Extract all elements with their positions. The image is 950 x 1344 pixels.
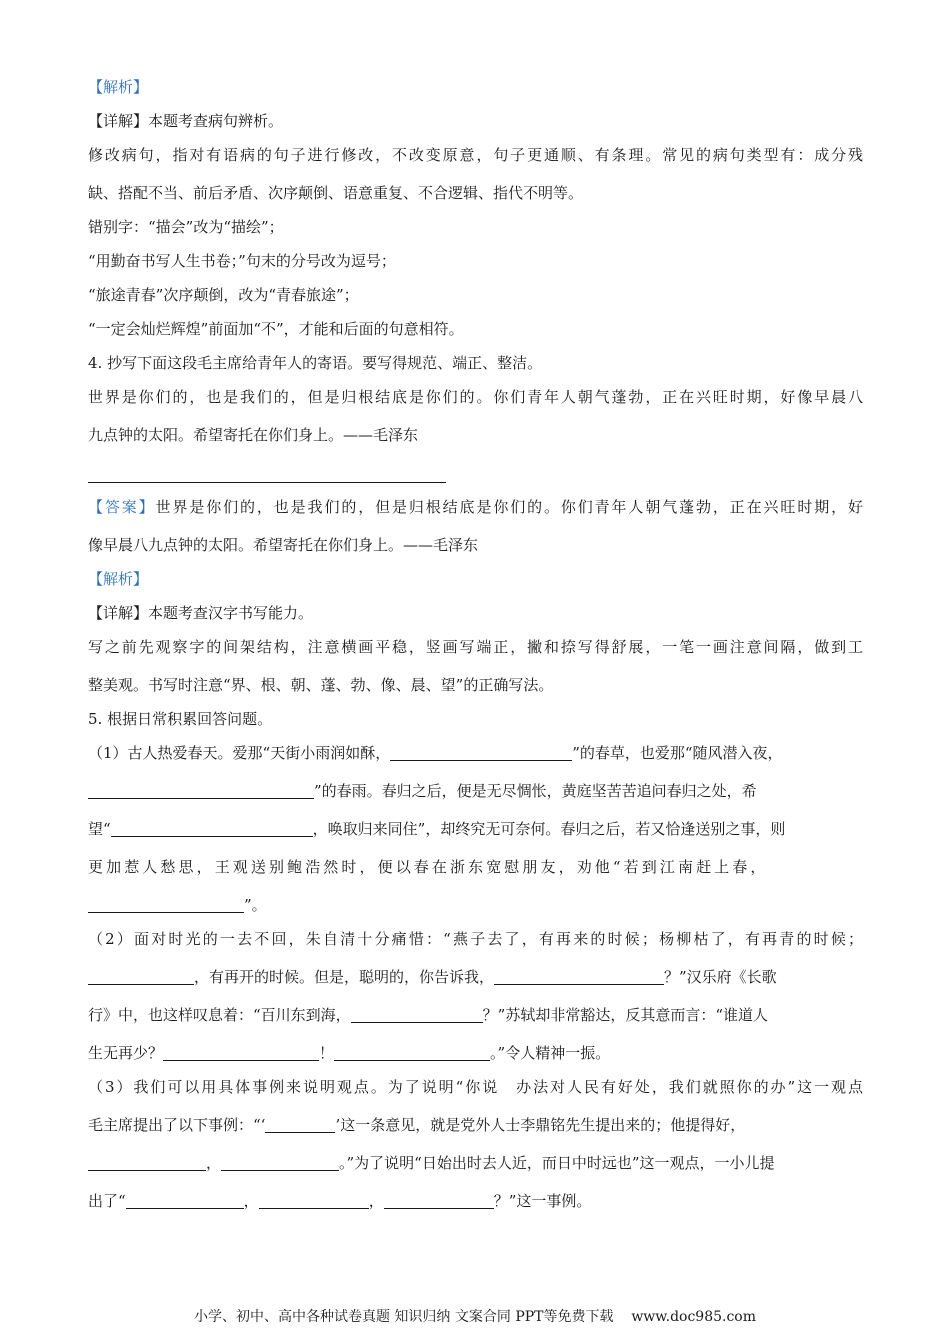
q5-1-text: ”的春草，也爱那“随风潜入夜， xyxy=(572,744,783,762)
answer-text: 世界是你们的，也是我们的，但是归根结底是你们的。你们青年人朝气蓬勃，正在兴旺时期，好 xyxy=(155,498,863,516)
answer-line: 像早晨八九点钟的太阳。希望寄托在你们身上。——毛泽东 xyxy=(88,536,479,554)
q5-3-text: ？”这一事例。 xyxy=(493,1192,592,1210)
q5-2-text: 。”令人精神一振。 xyxy=(490,1044,611,1062)
q5-2-line xyxy=(88,1042,610,1064)
answer-blank[interactable] xyxy=(88,968,194,985)
paragraph-line: 缺、搭配不当、前后矛盾、次序颠倒、语意重复、不合逻辑、指代不明等。 xyxy=(88,184,584,202)
answer-blank[interactable] xyxy=(384,1192,494,1209)
q5-1-text: （1）古人热爱春天。爱那“天街小雨润如酥， xyxy=(88,744,391,762)
correction-line: “用勤奋书写人生书卷；”句末的分号改为逗号； xyxy=(88,252,396,270)
q5-2-text: ，有再开的时候。但是，聪明的，你告诉我， xyxy=(194,968,495,986)
answer-blank[interactable] xyxy=(390,744,572,761)
q5-2-line xyxy=(88,966,777,988)
q5-1-text: ”的春雨。春归之后，便是无尽惆怅，黄庭坚苦苦追问春归之处，希 xyxy=(314,782,757,800)
correction-line: “一定会灿烂辉煌”前面加“不”，才能和后面的句意相符。 xyxy=(88,320,464,338)
answer-blank[interactable] xyxy=(88,896,244,913)
answer-blank[interactable] xyxy=(351,1006,483,1023)
answer-blank[interactable] xyxy=(126,1192,244,1209)
q5-3-line: （3）我们可以用具体事例来说明观点。为了说明“你说 办法对人民有好处，我们就照你的办”这一观点 xyxy=(88,1078,863,1096)
paragraph-line: 写之前先观察字的间架结构，注意横画平稳，竖画写端正，撇和捺写得舒展，一笔一画注意间隔，做到工 xyxy=(88,638,863,656)
answer-rule xyxy=(88,482,446,483)
q5-1-line xyxy=(88,818,785,840)
q5-3-text: 。”为了说明“日始出时去人近，而日中时远也”这一观点，一小儿提 xyxy=(339,1154,775,1172)
analysis-tag: 【解析】 xyxy=(88,78,149,96)
detail-tag: 【详解】 xyxy=(88,112,149,130)
detail-text: 本题考查汉字书写能力。 xyxy=(148,604,314,622)
q5-2-line: （2）面对时光的一去不回，朱自清十分痛惜：“燕子去了，有再来的时候；杨柳枯了，有再青的时候； xyxy=(88,930,863,948)
detail-line xyxy=(88,602,313,624)
answer-blank[interactable] xyxy=(265,1116,335,1133)
paragraph-line: 修改病句，指对有语病的句子进行修改，不改变原意，句子更通顺、有条理。常见的病句类型有：成分残 xyxy=(88,146,863,164)
question-5-prompt: 5. 根据日常积累回答问题。 xyxy=(88,710,273,728)
answer-blank[interactable] xyxy=(88,1154,206,1171)
analysis-tag: 【解析】 xyxy=(88,570,149,588)
answer-tag: 【答案】 xyxy=(88,498,156,516)
detail-text: 本题考查病句辨析。 xyxy=(148,112,284,130)
footer-url[interactable]: www.doc985.com xyxy=(631,1309,757,1325)
paragraph-line: 整美观。书写时注意“界、根、朝、蓬、勃、像、晨、望”的正确写法。 xyxy=(88,676,554,694)
q5-3-line xyxy=(88,1114,745,1136)
answer-blank[interactable] xyxy=(88,782,314,799)
correction-line: “旅途青春”次序颠倒，改为“青春旅途”； xyxy=(88,286,359,304)
q5-3-text: ， xyxy=(206,1154,222,1172)
q5-1-line xyxy=(88,894,267,916)
question-4-prompt: 4. 抄写下面这段毛主席给青年人的寄语。要写得规范、端正、整洁。 xyxy=(88,354,543,372)
answer-blank[interactable] xyxy=(259,1192,369,1209)
q5-1-text: ”。 xyxy=(244,896,267,914)
answer-blank[interactable] xyxy=(221,1154,339,1171)
q5-3-text: ， xyxy=(243,1192,259,1210)
q5-1-line: 更加惹人愁思，王观送别鲍浩然时，便以春在浙东宽慰朋友，劝他“若到江南赶上春， xyxy=(88,858,769,876)
q5-2-text: ！ xyxy=(319,1044,335,1062)
answer-blank[interactable] xyxy=(494,968,664,985)
answer-blank[interactable] xyxy=(111,820,313,837)
q5-1-text: ，唤取归来同住”，却终究无可奈何。春归之后，若又恰逢送别之事，则 xyxy=(312,820,786,838)
detail-line xyxy=(88,110,283,132)
question-4-text: 九点钟的太阳。希望寄托在你们身上。——毛泽东 xyxy=(88,426,419,444)
answer-blank[interactable] xyxy=(163,1044,319,1061)
page-footer xyxy=(0,1306,950,1326)
q5-2-line xyxy=(88,1004,768,1026)
footer-text: 小学、初中、高中各种试卷真题 知识归纳 文案合同 PPT等免费下载 xyxy=(193,1309,614,1325)
question-4-text: 世界是你们的，也是我们的，但是归根结底是你们的。你们青年人朝气蓬勃，正在兴旺时期，好像早晨八 xyxy=(88,388,863,406)
q5-1-line xyxy=(88,780,757,802)
q5-2-text: 行》中，也这样叹息着：“百川东到海， xyxy=(88,1006,351,1024)
q5-3-text: ， xyxy=(368,1192,384,1210)
q5-3-line xyxy=(88,1152,775,1174)
q5-3-text: 出了“ xyxy=(88,1192,126,1210)
correction-line: 错别字：“描会”改为“描绘”； xyxy=(88,218,284,236)
q5-1-line xyxy=(88,742,783,764)
q5-3-text: ’这一条意见，就是党外人士李鼎铭先生提出来的；他提得好， xyxy=(335,1116,746,1134)
answer-blank[interactable] xyxy=(334,1044,490,1061)
q5-2-text: ？”汉乐府《长歌 xyxy=(664,968,777,986)
q5-2-text: 生无再少？ xyxy=(88,1044,164,1062)
answer-line xyxy=(88,496,863,518)
q5-3-text: 毛主席提出了以下事例：“‘ xyxy=(88,1116,266,1134)
q5-2-text: ？”苏轼却非常豁达，反其意而言：“谁道人 xyxy=(482,1006,769,1024)
q5-3-line xyxy=(88,1190,591,1212)
detail-tag: 【详解】 xyxy=(88,604,149,622)
q5-1-text: 望“ xyxy=(88,820,111,838)
